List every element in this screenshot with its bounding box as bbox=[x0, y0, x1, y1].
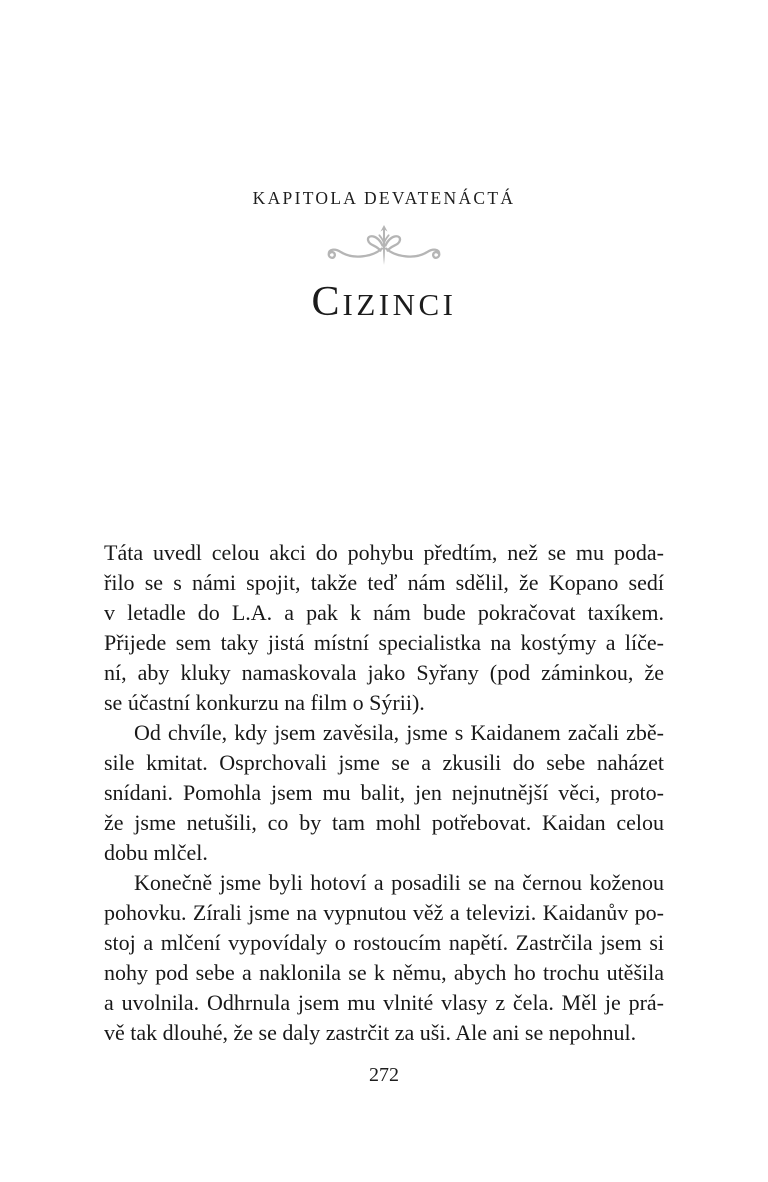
body-text-block bbox=[104, 538, 664, 1048]
text-line: Konečně jsme byli hotoví a posadili se na černou koženou bbox=[134, 870, 664, 895]
text-line: ní, aby kluky namaskovala jako Syřany (pod záminkou, že bbox=[104, 660, 664, 685]
ornament-container bbox=[0, 224, 768, 272]
text-line: dobu mlčel. bbox=[104, 840, 208, 865]
fleuron-divider-icon bbox=[322, 224, 446, 267]
chapter-title bbox=[0, 278, 768, 326]
text-line: Táta uvedl celou akci do pohybu předtím, než se mu poda- bbox=[104, 540, 664, 565]
page-number: 272 bbox=[369, 1064, 399, 1086]
text-line: Od chvíle, kdy jsem zavěsila, jsme s Kaidanem začali zbě- bbox=[134, 720, 664, 745]
chapter-title-rest: IZINCI bbox=[342, 287, 457, 322]
text-line: že jsme netušili, co by tam mohl potřebovat. Kaidan celou bbox=[104, 810, 664, 835]
text-line: v letadle do L.A. a pak k nám bude pokračovat taxíkem. bbox=[104, 600, 664, 625]
text-line: a uvolnila. Odhrnula jsem mu vlnité vlasy z čela. Měl je prá- bbox=[104, 990, 664, 1015]
text-line: vě tak dlouhé, že se daly zastrčit za uši. Ale ani se nepohnul. bbox=[104, 1020, 637, 1045]
chapter-title-initial: C bbox=[311, 279, 343, 325]
text-line: sile kmitat. Osprchovali jsme se a zkusili do sebe naházet bbox=[104, 750, 664, 775]
text-line: Přijede sem taky jistá místní specialistka na kostýmy a líče- bbox=[104, 630, 664, 655]
text-line: se účastní konkurzu na film o Sýrii). bbox=[104, 690, 425, 715]
text-line: pohovku. Zírali jsme na vypnutou věž a televizi. Kaidanův po- bbox=[104, 900, 664, 925]
text-line: snídani. Pomohla jsem mu balit, jen nejnutnější věci, proto- bbox=[104, 780, 664, 805]
text-line: nohy pod sebe a naklonila se k němu, abych ho trochu utěšila bbox=[104, 960, 664, 985]
text-line: řilo se s námi spojit, takže teď nám sdělil, že Kopano sedí bbox=[104, 570, 664, 595]
chapter-heading: KAPITOLA DEVATENÁCTÁ bbox=[252, 188, 516, 208]
text-line: stoj a mlčení vypovídaly o rostoucím napětí. Zastrčila jsem si bbox=[104, 930, 664, 955]
